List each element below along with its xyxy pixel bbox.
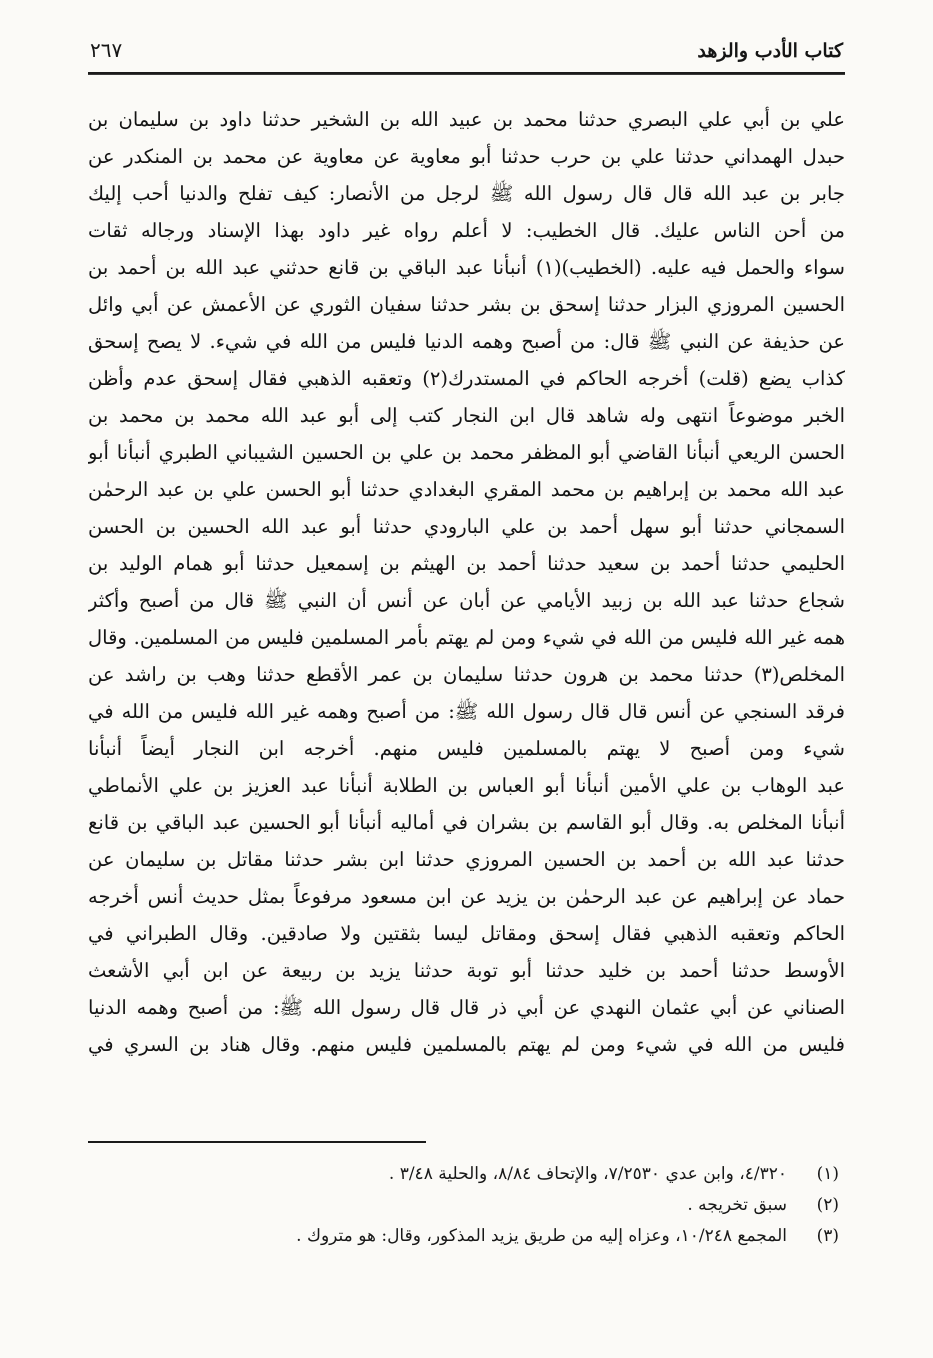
body-line: شجاع حدثنا عبد الله بن زبيد الأيامي عن أبان عن أنس أن النبي ﷺ قال من أصبح وأكثر — [88, 589, 845, 612]
footnotes — [88, 1159, 845, 1252]
body-line: الحاكم وتعقبه الذهبي فقال إسحق ومقاتل ليسا بثقتين ولا صادقين. وقال الطبراني في — [88, 922, 845, 945]
body-line: الحليمي حدثنا أحمد بن سعيد حدثنا أحمد بن الهيثم بن إسمعيل حدثنا أبو همام الوليد بن — [88, 552, 845, 575]
body-line: الحسن الريعي أنبأنا القاضي أبو المظفر محمد بن علي بن الحسين الشيباني الطبري أنبأنا أبو — [88, 441, 845, 464]
page-header — [88, 38, 845, 72]
body-line: علي بن أبي علي البصري حدثنا محمد بن عبيد الله بن الشخير حدثنا داود بن سليمان بن — [88, 108, 845, 131]
footnote-item — [88, 1221, 839, 1252]
body-line: حبدل الهمداني حدثنا علي بن حرب حدثنا أبو معاوية عن معاوية عن محمد بن المنكدر عن — [88, 145, 845, 168]
body-line: سواء والحمل فيه عليه. (الخطيب)(١) أنبأنا عبد الباقي بن قانع حدثني عبد الله بن أحمد بن — [88, 256, 845, 279]
body-line: الأوسط حدثنا أحمد بن خليد حدثنا أبو توبة حدثنا يزيد بن ربيعة عن ابن أبي الأشعث — [88, 959, 845, 982]
body-line: همه غير الله فليس من الله في شيء ومن لم يهتم بأمر المسلمين فليس من المسلمين. وقال — [88, 626, 845, 649]
body-line: الخبر موضوعاً انتهى وله شاهد قال ابن النجار كتب إلى أبو عبد الله محمد بن محمد بن — [88, 404, 845, 427]
footnote-marker: (١) — [816, 1164, 839, 1184]
page-number: ٢٦٧ — [90, 38, 123, 62]
body-line: عبد الله محمد بن إبراهيم بن محمد المقري البغدادي حدثنا أبو الحسن علي بن عبد الرحمٰن — [88, 478, 845, 501]
body-line: فرقد السنجي عن أنس قال قال رسول الله ﷺ: من أصبح وهمه غير الله فليس من الله في — [88, 700, 845, 723]
footnote-marker: (٢) — [816, 1195, 839, 1215]
body-line: من أحن الناس عليك. قال الخطيب: لا أعلم رواه غير داود بهذا الإسناد ورجاله ثقات — [88, 219, 845, 242]
header-rule — [88, 72, 845, 75]
footnote-item — [88, 1159, 839, 1190]
body-line: أنبأنا المخلص به. وقال أبو القاسم بن بشران في أماليه أنبأنا أبو الحسين عبد الباقي بن قانع — [88, 811, 845, 834]
footnote-text: ٤/٣٢٠، وابن عدي ٧/٢٥٣٠، والإتحاف ٨/٨٤، والحلية ٣/٤٨ . — [388, 1164, 787, 1184]
body-line: كذاب يضع (قلت) أخرجه الحاكم في المستدرك(٢) وتعقبه الذهبي فقال إسحق عدم وأظن — [88, 367, 845, 390]
body-line: الحسين المروزي البزار حدثنا إسحق بن بشر حدثنا سفيان الثوري عن الأعمش عن أبي وائل — [88, 293, 845, 316]
footnote-text: المجمع ١٠/٢٤٨، وعزاه إليه من طريق يزيد المذكور، وقال: هو متروك . — [296, 1226, 787, 1246]
body-line: عن حذيفة عن النبي ﷺ قال: من أصبح وهمه الدنيا فليس من الله في شيء. لا يصح إسحق — [88, 330, 845, 353]
footnote-separator — [88, 1141, 426, 1143]
body-line: السمجاني حدثنا أبو سهل أحمد بن علي البارودي حدثنا أبو عبد الله الحسين بن الحسن — [88, 515, 845, 538]
book-title: كتاب الأدب والزهد — [697, 40, 843, 62]
body-line: عبد الوهاب بن علي الأمين أنبأنا أبو العباس بن الطلابة أنبأنا عبد العزيز بن علي الأنماطي — [88, 774, 845, 797]
body-text — [88, 101, 845, 1063]
footnote-item — [88, 1190, 839, 1221]
body-line: حماد عن إبراهيم عن عبد الرحمٰن بن يزيد عن ابن مسعود مرفوعاً بمثل حديث أنس أخرجه — [88, 885, 845, 908]
body-line: جابر بن عبد الله قال قال رسول الله ﷺ لرجل من الأنصار: كيف تفلح والدنيا أحب إليك — [88, 182, 845, 205]
body-line: حدثنا عبد الله بن أحمد بن الحسين المروزي حدثنا ابن بشر حدثنا مقاتل بن سليمان عن — [88, 848, 845, 871]
body-line: شيء ومن أصبح لا يهتم بالمسلمين فليس منهم. أخرجه ابن النجار أيضاً أنبأنا — [88, 737, 845, 760]
footnote-text: سبق تخريجه . — [687, 1195, 787, 1215]
body-line: الصناني عن أبي عثمان النهدي عن أبي ذر قال قال رسول الله ﷺ: من أصبح وهمه الدنيا — [88, 996, 845, 1019]
body-line: المخلص(٣) حدثنا محمد بن هرون حدثنا سليمان بن عمر الأقطع حدثنا وهب بن راشد عن — [88, 663, 845, 686]
body-line: فليس من الله في شيء ومن لم يهتم بالمسلمين فليس منهم. وقال هناد بن السري في — [88, 1033, 845, 1056]
footnote-marker: (٣) — [816, 1226, 839, 1246]
